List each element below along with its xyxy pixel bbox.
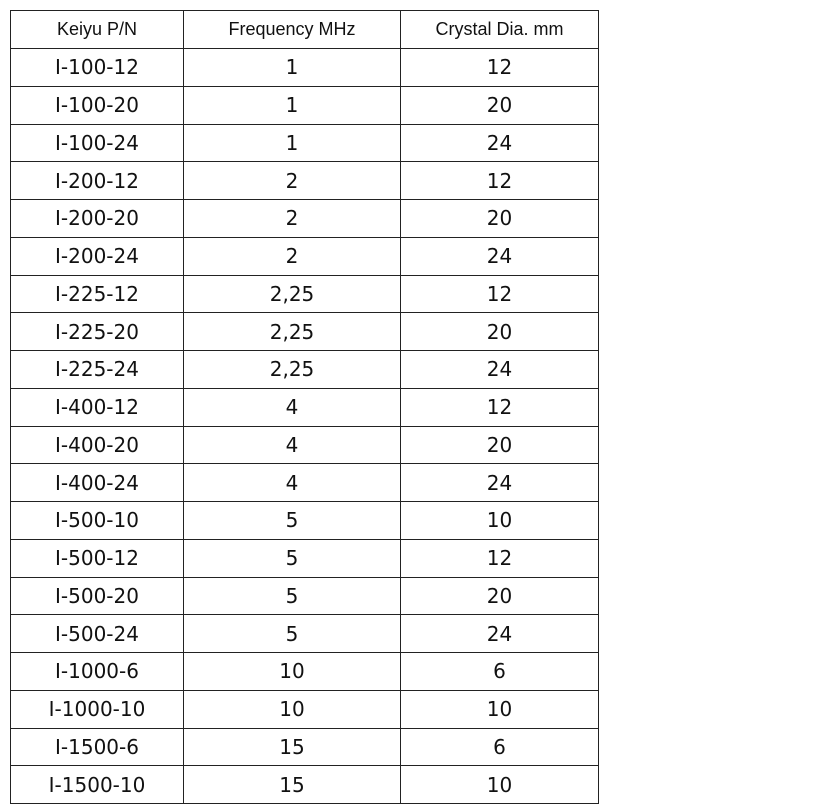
cell-part-number: I-500-24 [11, 615, 184, 653]
cell-crystal-diameter: 12 [401, 275, 599, 313]
table-row [11, 464, 599, 502]
table-row [11, 728, 599, 766]
table-row [11, 162, 599, 200]
cell-crystal-diameter: 10 [401, 690, 599, 728]
cell-crystal-diameter: 24 [401, 351, 599, 389]
table-row [11, 275, 599, 313]
table-row [11, 86, 599, 124]
cell-frequency: 5 [184, 502, 401, 540]
cell-frequency: 4 [184, 464, 401, 502]
table-row [11, 502, 599, 540]
table-row [11, 426, 599, 464]
table-row [11, 690, 599, 728]
cell-part-number: I-200-12 [11, 162, 184, 200]
cell-part-number: I-1000-6 [11, 653, 184, 691]
spec-table [10, 10, 599, 804]
header-part-number: Keiyu P/N [11, 11, 184, 49]
cell-crystal-diameter: 10 [401, 766, 599, 804]
cell-frequency: 1 [184, 124, 401, 162]
cell-frequency: 5 [184, 577, 401, 615]
cell-part-number: I-225-12 [11, 275, 184, 313]
cell-crystal-diameter: 12 [401, 162, 599, 200]
header-row [11, 11, 599, 49]
table-body [11, 49, 599, 804]
cell-part-number: I-100-24 [11, 124, 184, 162]
table-row [11, 766, 599, 804]
cell-crystal-diameter: 12 [401, 539, 599, 577]
cell-frequency: 1 [184, 49, 401, 87]
cell-frequency: 2,25 [184, 351, 401, 389]
cell-crystal-diameter: 10 [401, 502, 599, 540]
cell-crystal-diameter: 24 [401, 464, 599, 502]
cell-frequency: 5 [184, 539, 401, 577]
cell-part-number: I-400-12 [11, 388, 184, 426]
header-frequency: Frequency MHz [184, 11, 401, 49]
table-row [11, 388, 599, 426]
cell-crystal-diameter: 6 [401, 728, 599, 766]
cell-part-number: I-200-20 [11, 200, 184, 238]
table-row [11, 49, 599, 87]
table-row [11, 200, 599, 238]
table-row [11, 577, 599, 615]
cell-crystal-diameter: 24 [401, 237, 599, 275]
cell-frequency: 2 [184, 237, 401, 275]
cell-crystal-diameter: 20 [401, 86, 599, 124]
cell-part-number: I-400-20 [11, 426, 184, 464]
cell-crystal-diameter: 20 [401, 200, 599, 238]
cell-part-number: I-500-12 [11, 539, 184, 577]
cell-crystal-diameter: 20 [401, 426, 599, 464]
cell-frequency: 15 [184, 766, 401, 804]
cell-crystal-diameter: 20 [401, 313, 599, 351]
cell-part-number: I-225-20 [11, 313, 184, 351]
cell-crystal-diameter: 24 [401, 615, 599, 653]
cell-crystal-diameter: 12 [401, 388, 599, 426]
cell-part-number: I-500-10 [11, 502, 184, 540]
cell-part-number: I-400-24 [11, 464, 184, 502]
cell-part-number: I-100-20 [11, 86, 184, 124]
cell-part-number: I-500-20 [11, 577, 184, 615]
header-crystal-diameter: Crystal Dia. mm [401, 11, 599, 49]
cell-frequency: 10 [184, 690, 401, 728]
table-row [11, 653, 599, 691]
cell-crystal-diameter: 20 [401, 577, 599, 615]
cell-part-number: I-1500-10 [11, 766, 184, 804]
table-row [11, 351, 599, 389]
cell-frequency: 15 [184, 728, 401, 766]
cell-frequency: 2 [184, 200, 401, 238]
cell-frequency: 10 [184, 653, 401, 691]
cell-crystal-diameter: 24 [401, 124, 599, 162]
cell-frequency: 5 [184, 615, 401, 653]
cell-part-number: I-100-12 [11, 49, 184, 87]
cell-frequency: 2,25 [184, 313, 401, 351]
table-row [11, 237, 599, 275]
cell-frequency: 4 [184, 388, 401, 426]
cell-crystal-diameter: 6 [401, 653, 599, 691]
cell-crystal-diameter: 12 [401, 49, 599, 87]
cell-part-number: I-200-24 [11, 237, 184, 275]
cell-part-number: I-1500-6 [11, 728, 184, 766]
table-row [11, 539, 599, 577]
cell-frequency: 2 [184, 162, 401, 200]
table-row [11, 615, 599, 653]
cell-part-number: I-1000-10 [11, 690, 184, 728]
table-row [11, 313, 599, 351]
cell-frequency: 4 [184, 426, 401, 464]
table-row [11, 124, 599, 162]
cell-frequency: 1 [184, 86, 401, 124]
cell-part-number: I-225-24 [11, 351, 184, 389]
cell-frequency: 2,25 [184, 275, 401, 313]
table-header [11, 11, 599, 49]
